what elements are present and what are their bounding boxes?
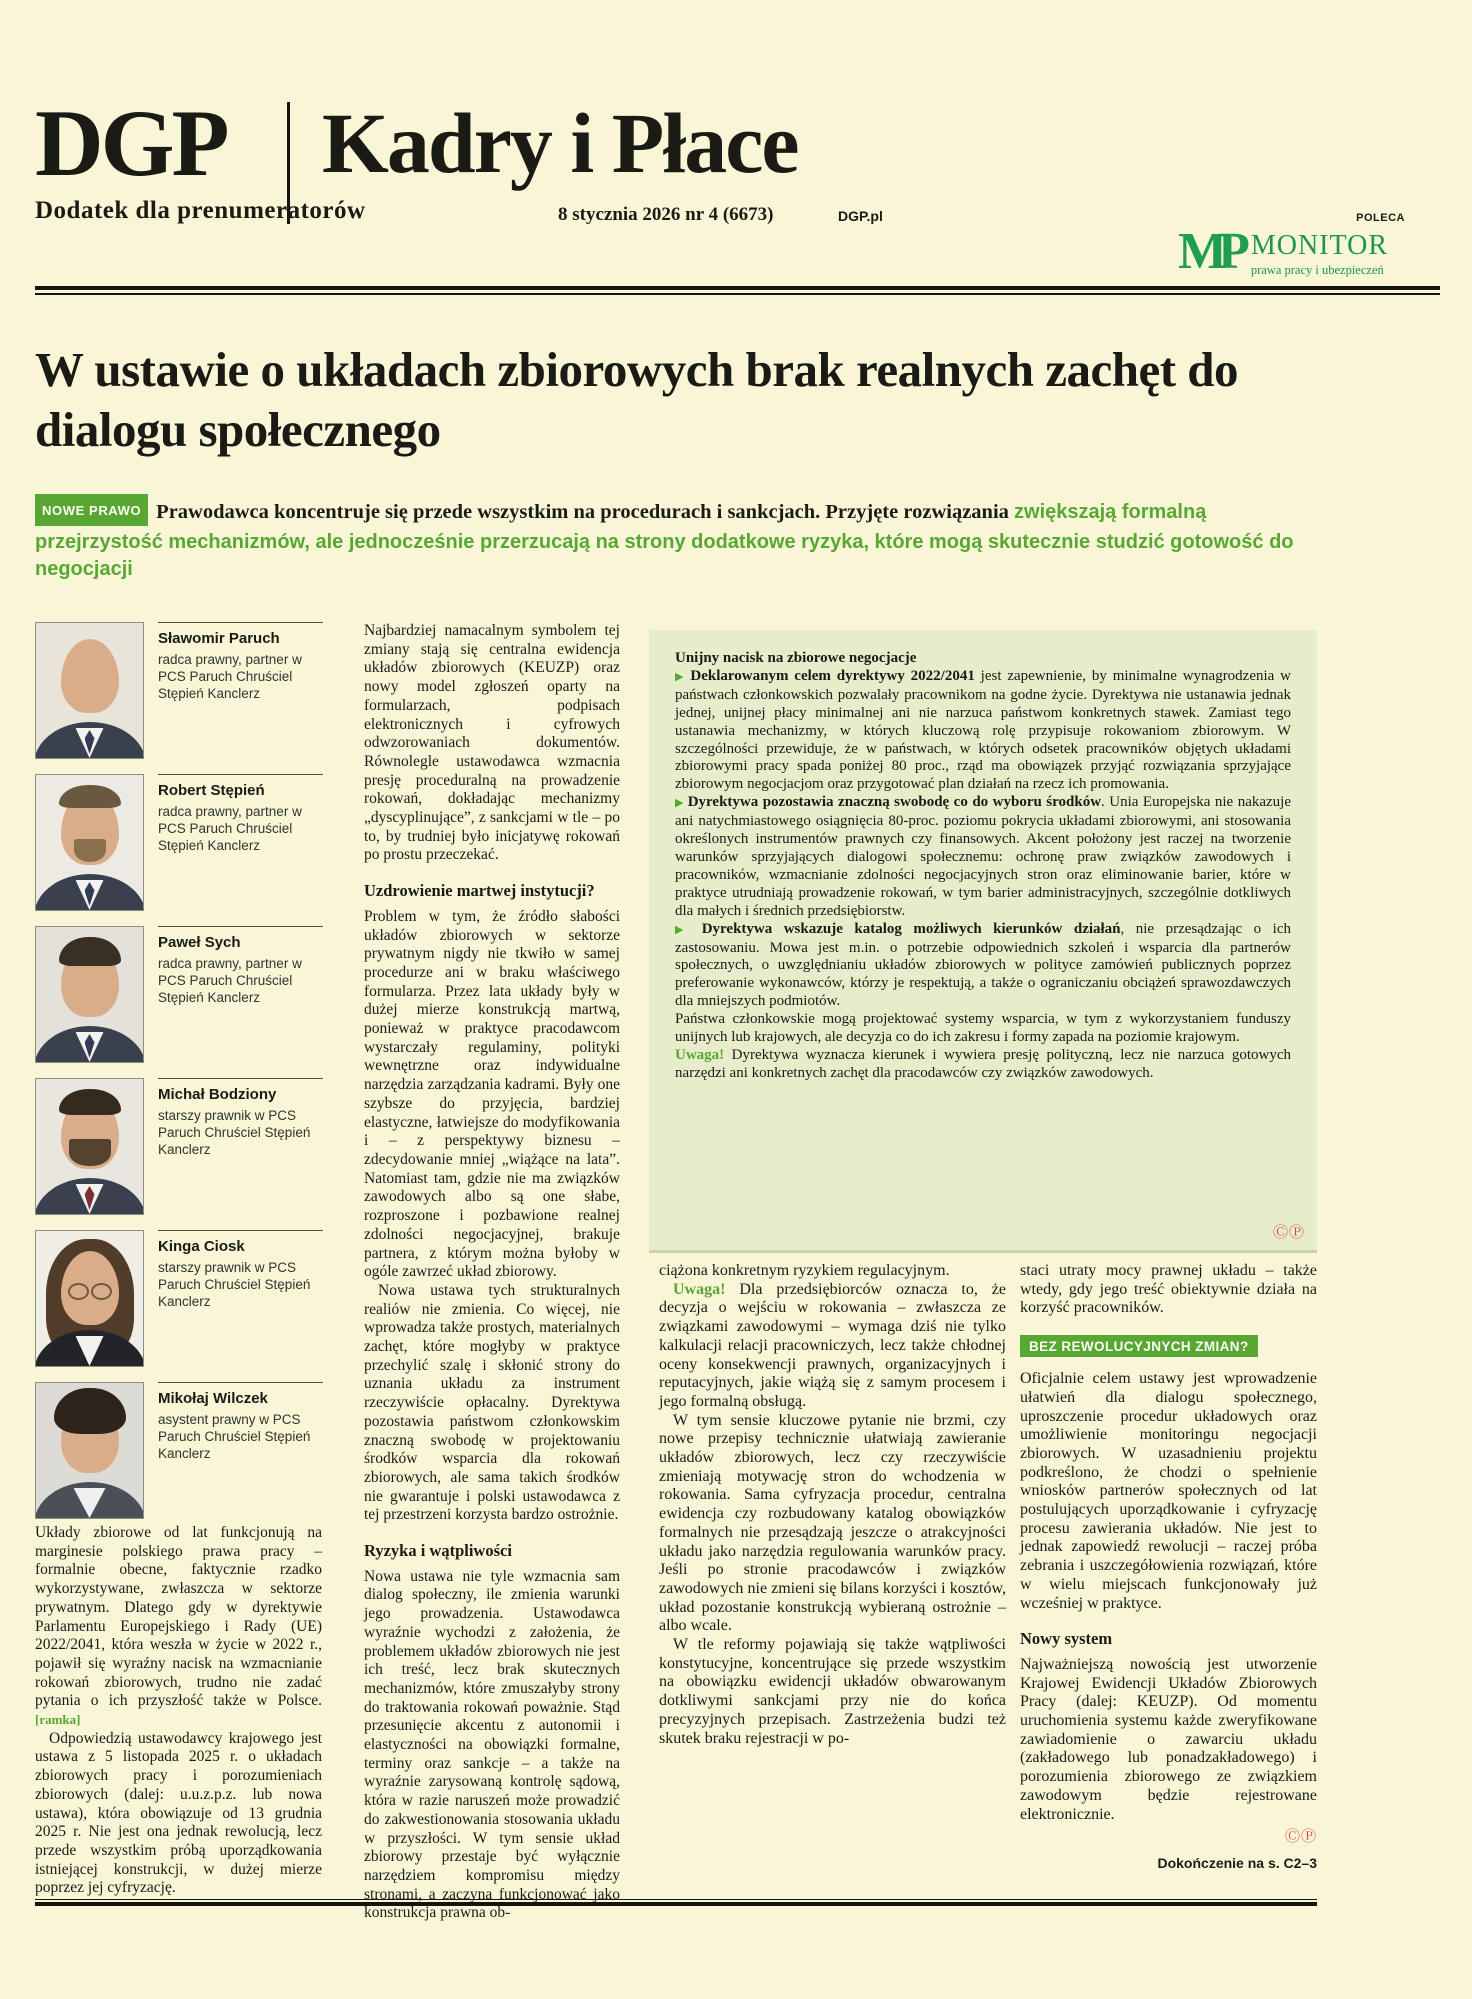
lead-intro: Prawodawca koncentruje się przede wszystkim na procedurach i sankcjach. Przyjęte rozwiązania: [156, 501, 1015, 523]
column-a: [35, 1524, 322, 1898]
author-info: [158, 1230, 323, 1367]
subsection-heading: Nowy system: [1020, 1629, 1113, 1649]
author-info: [158, 622, 323, 759]
author-info: [158, 774, 323, 911]
monitor-tagline: prawa pracy i ubezpieczeń: [1250, 263, 1384, 277]
author-name: Michał Bodziony: [158, 1086, 277, 1103]
author-entry: [35, 1078, 323, 1215]
column-c: [659, 1262, 1006, 1748]
subsection-heading: Ryzyka i wątpliwości: [364, 1541, 512, 1561]
author-role: radca prawny, partner w PCS Paruch Chruściel Stępień Kanclerz: [158, 804, 302, 853]
author-photo: [35, 1078, 144, 1215]
site-label[interactable]: DGP.pl: [838, 208, 883, 224]
info-box-body: [675, 668, 1291, 1083]
column-d: [1020, 1262, 1317, 1871]
section-badge: BEZ REWOLUCYJNYCH ZMIAN?: [1020, 1335, 1258, 1357]
paragraph: Państwa członkowskie mogą projektować systemy wsparcia, w tym z wykorzystaniem funduszy unijnych lub krajowych, ale decyzja co do ich zakresu i formy zapada na poziomie krajowym.: [675, 1011, 1291, 1046]
paragraph: ▶ Dyrektywa pozostawia znaczną swobodę co do wyboru środków. Unia Europejska nie nakazuje ani natychmiastowego osiągnięcia 80-proc. poziomu pokrycia układami zbiorowymi, ani stosowania określonych instrumentów prawnych czy finansowych. Akcent położony jest raczej na tworzenie warunków sprzyjających dialogowi społecznemu: ochronę praw związków zawodowych i pracowników, wzmacnianie zdolności negocjacyjnych stron oraz eliminowanie barier, które w praktyce utrudniają prowadzenie rokowań, w tym barier administracyjnych, szczególnie dotkliwych dla małych i średnich przedsiębiorstw.: [675, 794, 1291, 919]
masthead-brand: DGP: [35, 90, 227, 196]
paragraph: Uwaga! Dyrektywa wyznacza kierunek i wywiera presję polityczną, lecz nie narzuca gotowych narzędzi ani konkretnych zachęt dla pracodawców czy związków zawodowych.: [675, 1046, 1291, 1081]
paragraph: W tym sensie kluczowe pytanie nie brzmi, czy nowe przepisy technicznie ułatwiają zawieranie układów zbiorowych, lecz czy rzeczywiście zmieniają motywację stron do wchodzenia w rokowania. Sama cyfryzacja procedur, centralna ewidencja czy rozbudowany katalog obowiązków formalnych nie przesądzają jeszcze o atrakcyjności układu jako narzędzia regulowania warunków pracy. Jeśli po stronie pracodawców i związków zawodowych nie zmieni się bilans korzyści i kosztów, układ pozostanie konstrukcją wybieraną ostrożnie – albo wcale.: [659, 1411, 1006, 1635]
author-photo: [35, 1382, 144, 1519]
header-rule: [35, 286, 1440, 295]
masthead-section-title: Kadry i Płace: [322, 95, 798, 191]
paragraph: Uwaga! Dla przedsiębiorców oznacza to, że decyzja o wejściu w rokowania – zwłaszcza ze związkami zawodowymi – wymaga dziś nie tylko kalkulacji relacji pracowniczych, lecz także chłodnej oceny konsekwencji prawnych, organizacyjnych i reputacyjnych, jakie wiążą się z samym procesem i jego formalną obsługą.: [659, 1280, 1006, 1410]
monitor-logo: [1178, 223, 1388, 280]
author-role: starszy prawnik w PCS Paruch Chruściel Stępień Kanclerz: [158, 1108, 311, 1157]
paragraph: ▶ Deklarowanym celem dyrektywy 2022/2041 jest zapewnienie, by minimalne wynagrodzenia w państwach członkowskich pozwalały pracownikom na godne życie. Dyrektywa nie ustanawia jednak jednej, unijnej płacy minimalnej ani nie narzuca państwom konkretnych stawek. Zamiast tego ustanawia mechanizmy, w których kluczową rolę przypisuje rokowaniom zbiorowym. W szczególności przewiduje, że w państwach, w których odsetek pracowników objętych układami zbiorowymi pracy spada poniżej 80 proc., rząd ma obowiązek przyjąć rozwiązania sprzyjające zbiorowym negocjacjom oraz przygotować plan działań na rzecz ich promowania.: [675, 667, 1291, 793]
author-entry: [35, 774, 323, 911]
continuation-note[interactable]: Dokończenie na s. C2–3: [1157, 1855, 1317, 1872]
paragraph: Najważniejszą nowością jest utworzenie Krajowej Ewidencji Układów Zbiorowych Pracy (dalej: KEUZP). Od momentu uruchomienia systemu każde zweryfikowane zawiadomienie o zawarciu układu (zakładowego lub ponadzakładowego) i porozumienia zbiorowego ze związkiem zawodowym będzie rejestrowane elektronicznie.: [1020, 1655, 1317, 1823]
avatar-glasses: [68, 1283, 89, 1300]
avatar-beard: [74, 839, 106, 862]
author-info: [158, 1078, 323, 1215]
author-role: radca prawny, partner w PCS Paruch Chruściel Stępień Kanclerz: [158, 956, 302, 1005]
paragraph: ciążona konkretnym ryzykiem regulacyjnym.: [659, 1262, 950, 1279]
author-name: Robert Stępień: [158, 782, 265, 799]
avatar-head: [61, 639, 119, 713]
paragraph: Odpowiedzią ustawodawcy krajowego jest ustawa z 5 listopada 2025 r. o układach zbiorowych pracy i porozumieniach zbiorowych (dalej: u.u.z.p.z. lub nowa ustawa), która obowiązuje od 13 grudnia 2025 r. Nie jest ona jednak rewolucją, lecz przede wszystkim próbą uporządkowania istniejącej konstrukcji, w dużej mierze poprzez jej cyfryzację.: [35, 1729, 322, 1897]
author-name: Mikołaj Wilczek: [158, 1390, 268, 1407]
column-d-bottom: [1020, 1370, 1317, 1824]
copyright-mark: ⒸⓅ: [1272, 1225, 1305, 1241]
bottom-rule: [35, 1899, 1317, 1906]
avatar-beard: [69, 1139, 111, 1166]
copyright-mark: ⒸⓅ: [1284, 1829, 1317, 1846]
author-role: asystent prawny w PCS Paruch Chruściel Stępień Kanclerz: [158, 1412, 311, 1461]
author-photo: [35, 774, 144, 911]
column-d-top: [1020, 1262, 1317, 1318]
avatar-hair: [59, 1089, 121, 1115]
info-box: [649, 630, 1317, 1253]
avatar-hair: [59, 785, 121, 808]
author-entry: [35, 1382, 323, 1519]
author-photo: [35, 1230, 144, 1367]
author-role: starszy prawnik w PCS Paruch Chruściel Stępień Kanclerz: [158, 1260, 311, 1309]
paragraph: Układy zbiorowe od lat funkcjonują na marginesie polskiego prawa pracy – formalnie obecne, faktycznie rzadko wykorzystywane, zwłaszcza w sektorze prywatnym. Dlatego gdy w dyrektywie Parlamentu Europejskiego i Rady (UE) 2022/2041, która weszła w życie w 2022 r., pojawił się wyraźny nacisk na wzmacnianie rokowań zbiorowych, trudno nie zadać pytania o ich przyszłość także w Polsce. [ramka]: [35, 1524, 322, 1728]
avatar-hair: [54, 1388, 126, 1434]
author-info: [158, 926, 323, 1063]
author-photo: [35, 926, 144, 1063]
author-role: radca prawny, partner w PCS Paruch Chruściel Stępień Kanclerz: [158, 652, 302, 701]
authors-list: [35, 622, 323, 1534]
info-box-title: Unijny nacisk na zbiorowe negocjacje: [675, 650, 917, 666]
subsection-heading: Uzdrowienie martwej instytucji?: [364, 881, 595, 901]
author-info: [158, 1382, 323, 1519]
author-name: Sławomir Paruch: [158, 630, 280, 647]
paragraph: Najbardziej namacalnym symbolem tej zmiany stają się centralna ewidencja układów zbiorowych (KEUZP) oraz nowy model zgłoszeń oparty na formularzach, podpisach elektronicznych i cyfrowych odwzorowaniach dokumentów. Równolegle ustawodawca wzmacnia presję proceduralną na prowadzenie rokowań, dokładając mechanizmy „dyscyplinujące”, z sankcjami w tle – po to, by trudniej było inicjatywę rokowań po prostu przeczekać.: [364, 622, 620, 864]
author-photo: [35, 622, 144, 759]
poleca-label: POLECA: [1356, 212, 1405, 224]
author-name: Kinga Ciosk: [158, 1238, 245, 1255]
column-b: [364, 622, 620, 1923]
paragraph: Nowa ustawa nie tyle wzmacnia sam dialog społeczny, ile zmienia warunki jego prowadzenia. Ustawodawca wyraźnie wychodzi z założenia, że problemem układów zbiorowych nie jest ich treść, lecz brak skutecznych mechanizmów, które zmuszałyby strony do traktowania rokowań poważnie. Stąd przesunięcie akcentu z autonomii i elastyczności na obowiązki formalne, terminy oraz sankcje – a także na wyraźnie zarysowaną kontrolę sądową, która w razie naruszeń może prowadzić do zakwestionowania stosowania układu w przyszłości. W tym sensie układ zbiorowy przestaje być wyłącznie narzędziem kompromisu między stronami, a zaczyna funkcjonować jako konstrukcja prawna ob-: [364, 1567, 620, 1922]
lead-paragraph: [35, 497, 1315, 583]
paragraph: W tle reformy pojawiają się także wątpliwości konstytucyjne, koncentrujące się przede wszystkim na obowiązku ewidencji układów obwarowanym dotkliwymi sankcjami przy nie do końca precyzyjnych przepisach. Zastrzeżenia budzi też skutek braku rejestracji w po-: [659, 1636, 1006, 1747]
page-title: W ustawie o układach zbiorowych brak realnych zachęt do dialogu społecznego: [35, 342, 1239, 457]
lead-badge: NOWE PRAWO: [35, 494, 148, 526]
issue-info: 8 stycznia 2026 nr 4 (6673): [558, 204, 774, 225]
edition-note: Dodatek dla prenumeratorów: [35, 197, 366, 224]
paragraph: Nowa ustawa tych strukturalnych realiów nie zmienia. Co więcej, nie wprowadza także prostych, materialnych zachęt, które mogłyby w praktyce przechylić szalę i skłonić strony do uznania układu za instrument rzeczywiście opłacalny. Dyrektywa pozostawia państwom członkowskim znaczną swobodę w projektowaniu środków wsparcia dla rokowań zbiorowych, ale sama takich środków nie gwarantuje i polski ustawodawca z tej przestrzeni korzysta bardzo ostrożnie.: [364, 1281, 620, 1524]
monitor-initials-icon: MP: [1178, 223, 1241, 280]
author-entry: [35, 1230, 323, 1367]
paragraph: Oficjalnie celem ustawy jest wprowadzenie ułatwień dla dialogu społecznego, uproszczenie procedur układowych oraz umożliwienie monitoringu negocjacji zbiorowych. W uzasadnieniu projektu podkreślono, że chodzi o spełnienie wniosków partnerów społecznych od lat postulujących uporządkowanie i cyfryzację procesu zawierania układów. Nie jest to jednak zapowiedź rewolucji – raczej próba zebrania i uszczegółowienia rozwiązań, które w wielu miejscach funkcjonowały już wcześniej w praktyce.: [1020, 1370, 1317, 1612]
author-name: Paweł Sych: [158, 934, 241, 951]
lead-highlight: zwiększają formalną przejrzystość mechanizmów, ale jednocześnie przerzucają na strony dodatkowe ryzyka, które mogą skutecznie studzić gotowość do negocjacji: [35, 501, 1294, 580]
avatar-hair: [59, 937, 121, 966]
monitor-name: MONITOR: [1250, 230, 1388, 261]
author-entry: [35, 926, 323, 1063]
paragraph: Problem w tym, że źródło słabości układów zbiorowych w sektorze prywatnym nigdy nie tkwiło w samej procedurze ani w braku właściwego formularza. Przez lata układy były w dużej mierze konstrukcją martwą, ponieważ w praktyce pracodawcom wystarczały regulaminy, polityki wewnętrzne oraz indywidualne narzędzia zarządzania kadrami. Były one szybsze do przyjęcia, bardziej elastyczne, łatwiejsze do modyfikowania i – z perspektywy biznesu – zdecydowanie mniej „wiążące na lata”. Natomiast tam, gdzie nie ma związków zawodowych albo są one słabe, rozproszone i pozbawione realnej zdolności negocjacyjnej, brakuje partnera, z którym można byłoby w ogóle zawrzeć układ zbiorowy.: [364, 907, 620, 1281]
paragraph: staci utraty mocy prawnej układu – także wtedy, gdy jego treść obiektywnie działa na korzyść pracowników.: [1020, 1262, 1317, 1317]
paragraph: ▶ Dyrektywa wskazuje katalog możliwych kierunków działań, nie przesądzając o ich zastosowaniu. Mowa jest m.in. o potrzebie odpowiednich szkoleń i wsparcia dla partnerów społecznych, o uwzględnianiu układów zbiorowych w polityce zamówień publicznych poprzez preferowanie wykonawców, którzy je respektują, a także o ograniczaniu obciążeń sprawozdawczych dla mniejszych podmiotów.: [675, 920, 1291, 1010]
author-entry: [35, 622, 323, 759]
